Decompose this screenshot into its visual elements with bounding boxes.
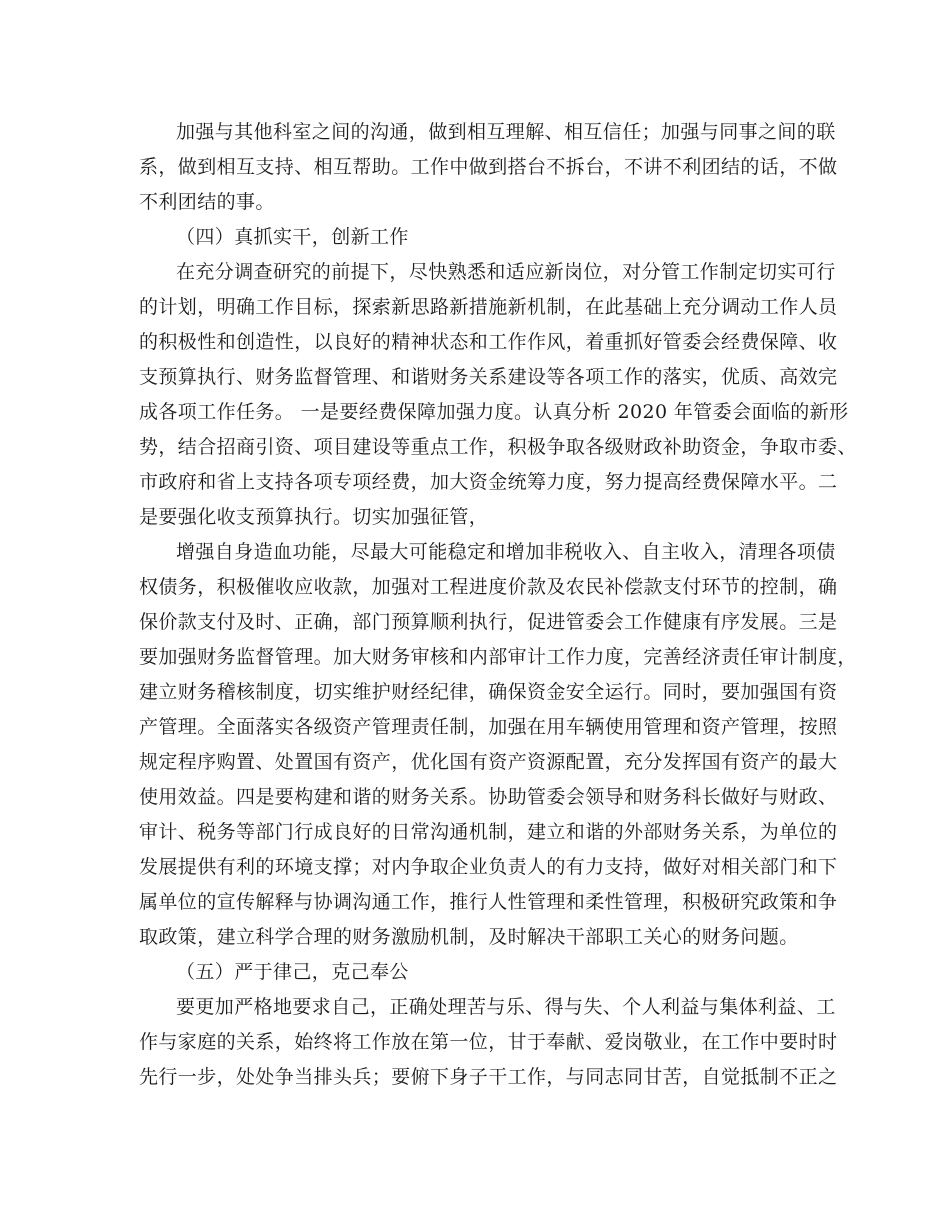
paragraph-2-line-6: 势，结合招商引资、项目建设等重点工作，积极争取各级财政补助资金，争取市委、 [139, 436, 857, 458]
section-heading-5: （五）严于律己，克己奉公 [176, 961, 409, 983]
section-heading-4: （四）真抓实干，创新工作 [176, 226, 409, 248]
paragraph-3-line-2: 权债务，积极催收应收款，加强对工程进度价款及农民补偿款支付环节的控制，确 [139, 576, 838, 598]
paragraph-3-line-4: 要加强财务监督管理。加大财务审核和内部审计工作力度，完善经济责任审计制度， [139, 646, 857, 668]
paragraph-2-line-5: 成各项工作任务。 一是要经费保障加强力度。认真分析 2020 年管委会面临的新形 [139, 401, 849, 423]
paragraph-1-line-3: 不利团结的事。 [139, 191, 275, 213]
paragraph-2-line-4: 支预算执行、财务监督管理、和谐财务关系建设等各项工作的落实，优质、高效完 [139, 366, 838, 388]
paragraph-1-line-1: 加强与其他科室之间的沟通，做到相互理解、相互信任；加强与同事之间的联 [176, 121, 836, 143]
paragraph-3-line-1: 增强自身造血功能，尽最大可能稳定和增加非税收入、自主收入，清理各项债 [176, 541, 836, 563]
paragraph-2-line-8: 是要强化收支预算执行。切实加强征管， [139, 506, 489, 528]
paragraph-3-line-6: 产管理。全面落实各级资产管理责任制，加强在用车辆使用管理和资产管理，按照 [139, 716, 838, 738]
paragraph-3-line-9: 审计、税务等部门行成良好的日常沟通机制，建立和谐的外部财务关系，为单位的 [139, 821, 838, 843]
paragraph-3-line-5: 建立财务稽核制度，切实维护财经纪律，确保资金安全运行。同时，要加强国有资 [139, 681, 838, 703]
paragraph-3-line-3: 保价款支付及时、正确，部门预算顺利执行，促进管委会工作健康有序发展。三是 [139, 611, 838, 633]
paragraph-4-line-2: 作与家庭的关系，始终将工作放在第一位，甘于奉献、爱岗敬业，在工作中要时时 [139, 1031, 838, 1053]
paragraph-3-line-11: 属单位的宣传解释与协调沟通工作，推行人性管理和柔性管理，积极研究政策和争 [139, 891, 838, 913]
paragraph-2-line-2: 的计划，明确工作目标，探索新思路新措施新机制，在此基础上充分调动工作人员 [139, 296, 838, 318]
paragraph-4-line-1: 要更加严格地要求自己，正确处理苦与乐、得与失、个人利益与集体利益、工 [176, 996, 836, 1018]
paragraph-2-line-7: 市政府和省上支持各项专项经费，加大资金统筹力度，努力提高经费保障水平。二 [139, 471, 838, 493]
paragraph-3-line-10: 发展提供有利的环境支撑；对内争取企业负责人的有力支持，做好对相关部门和下 [139, 856, 838, 878]
paragraph-2-line-1: 在充分调查研究的前提下，尽快熟悉和适应新岗位，对分管工作制定切实可行 [176, 261, 836, 283]
paragraph-3-line-7: 规定程序购置、处置国有资产，优化国有资产资源配置，充分发挥国有资产的最大 [139, 751, 838, 773]
paragraph-1-line-2: 系，做到相互支持、相互帮助。工作中做到搭台不拆台，不讲不利团结的话，不做 [139, 156, 838, 178]
paragraph-4-line-3: 先行一步，处处争当排头兵；要俯下身子干工作，与同志同甘苦，自觉抵制不正之 [139, 1066, 838, 1088]
paragraph-2-line-3: 的积极性和创造性，以良好的精神状态和工作作风，着重抓好管委会经费保障、收 [139, 331, 838, 353]
paragraph-3-line-12: 取政策，建立科学合理的财务激励机制，及时解决干部职工关心的财务问题。 [139, 926, 799, 948]
paragraph-3-line-8: 使用效益。四是要构建和谐的财务关系。协助管委会领导和财务科长做好与财政、 [139, 786, 838, 808]
